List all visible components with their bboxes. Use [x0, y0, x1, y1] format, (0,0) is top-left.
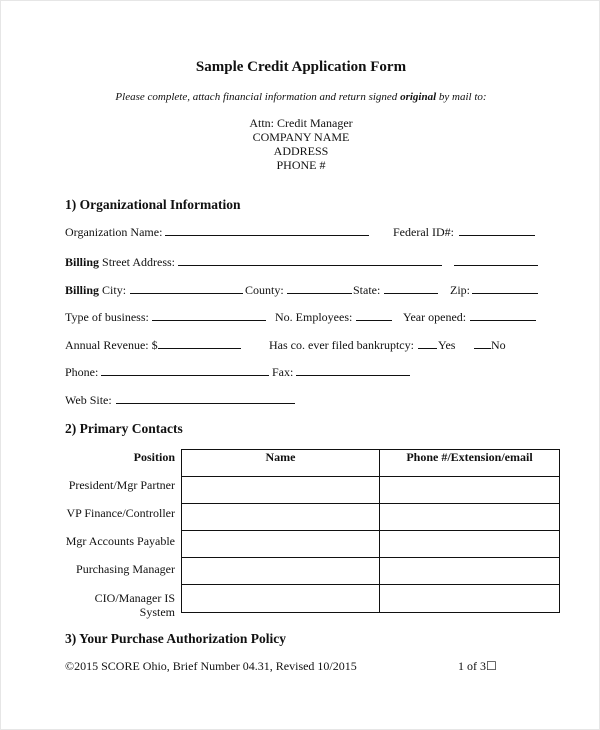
- name-header: Name: [182, 450, 380, 477]
- state-field[interactable]: [384, 293, 438, 294]
- year-opened-field[interactable]: [470, 320, 536, 321]
- position-label: Mgr Accounts Payable: [65, 534, 175, 548]
- position-header: Position: [133, 450, 175, 464]
- revenue-label: Annual Revenue: $: [65, 338, 158, 352]
- street-label: [65, 255, 175, 269]
- form-title: Sample Credit Application Form: [195, 59, 407, 75]
- street-text: Street Address:: [99, 255, 176, 269]
- name-cell[interactable]: [182, 504, 380, 531]
- bankruptcy-no-field[interactable]: [474, 348, 491, 349]
- phone-cell[interactable]: [380, 558, 560, 585]
- name-cell[interactable]: [182, 558, 380, 585]
- table-row: [182, 477, 560, 504]
- no-label: No: [491, 338, 506, 352]
- section-heading: 2) Primary Contacts: [65, 421, 183, 436]
- federal-id-field[interactable]: [459, 235, 535, 236]
- phone-cell[interactable]: [380, 585, 560, 613]
- position-label: VP Finance/Controller: [66, 506, 175, 520]
- website-label: Web Site:: [65, 393, 112, 407]
- table-header-row: [182, 450, 560, 477]
- footer-copyright: ©2015 SCORE Ohio, Brief Number 04.31, Revised 10/2015: [65, 659, 357, 673]
- name-cell[interactable]: [182, 585, 380, 613]
- zip-label: Zip:: [450, 283, 470, 297]
- position-label: President/Mgr Partner: [68, 478, 175, 492]
- county-label: County:: [245, 283, 284, 297]
- type-business-label: Type of business:: [65, 310, 149, 324]
- org-name-label: Organization Name:: [65, 225, 163, 239]
- employees-label: No. Employees:: [275, 310, 353, 324]
- contacts-table: [181, 449, 560, 613]
- phone-cell[interactable]: [380, 477, 560, 504]
- instructions-bold: original: [400, 91, 437, 103]
- instructions-text: Please complete, attach financial information and return signed: [115, 91, 401, 103]
- yes-label: Yes: [438, 338, 456, 352]
- zip-field[interactable]: [472, 293, 538, 294]
- org-name-field[interactable]: [165, 235, 369, 236]
- position-label: CIO/Manager IS: [94, 591, 175, 605]
- year-opened-label: Year opened:: [403, 310, 467, 324]
- position-label: Purchasing Manager: [76, 562, 175, 576]
- section-heading: 3) Your Purchase Authorization Policy: [65, 631, 286, 646]
- fax-field[interactable]: [296, 375, 410, 376]
- phone-cell[interactable]: [380, 531, 560, 558]
- table-row: [182, 531, 560, 558]
- employees-field[interactable]: [356, 320, 392, 321]
- street-field-2[interactable]: [454, 265, 538, 266]
- instructions: [1, 90, 600, 104]
- address-line: PHONE #: [276, 158, 326, 172]
- address-line: COMPANY NAME: [252, 130, 350, 144]
- name-cell[interactable]: [182, 531, 380, 558]
- name-cell[interactable]: [182, 477, 380, 504]
- address-line: Attn: Credit Manager: [249, 116, 353, 130]
- city-label: [65, 283, 126, 297]
- county-field[interactable]: [287, 293, 352, 294]
- state-label: State:: [353, 283, 381, 297]
- city-field[interactable]: [130, 293, 243, 294]
- street-field[interactable]: [178, 265, 442, 266]
- table-row: [182, 585, 560, 613]
- section-heading: 1) Organizational Information: [65, 197, 241, 212]
- phone-cell[interactable]: [380, 504, 560, 531]
- address-line: ADDRESS: [273, 144, 329, 158]
- phone-label: Phone:: [65, 365, 99, 379]
- billing-bold: Billing: [65, 255, 100, 269]
- bankruptcy-label: Has co. ever filed bankruptcy:: [269, 338, 414, 352]
- page-number: 1 of 3☐: [458, 659, 497, 673]
- instructions-text-end: by mail to:: [436, 91, 487, 103]
- website-field[interactable]: [116, 403, 295, 404]
- type-business-field[interactable]: [152, 320, 266, 321]
- table-row: [182, 504, 560, 531]
- bankruptcy-yes-field[interactable]: [418, 348, 437, 349]
- revenue-field[interactable]: [158, 348, 241, 349]
- federal-id-label: Federal ID#:: [393, 225, 454, 239]
- billing-bold: Billing: [65, 283, 100, 297]
- phone-field[interactable]: [101, 375, 269, 376]
- city-text: City:: [99, 283, 127, 297]
- position-label: System: [139, 605, 175, 619]
- table-row: [182, 558, 560, 585]
- fax-label: Fax:: [272, 365, 294, 379]
- phone-header: Phone #/Extension/email: [380, 450, 560, 477]
